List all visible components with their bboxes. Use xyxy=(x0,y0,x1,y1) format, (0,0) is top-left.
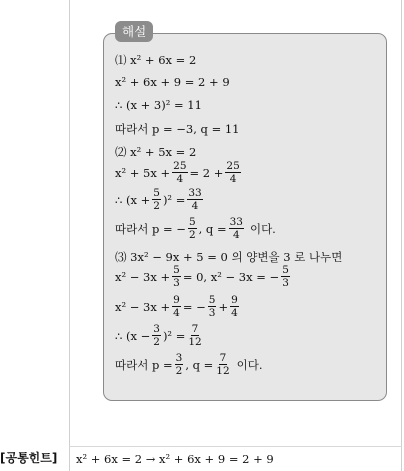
solution-line-13 xyxy=(115,352,263,377)
math-text: )² = xyxy=(162,328,186,343)
numerator: 33 xyxy=(229,216,243,228)
denominator: 2 xyxy=(153,200,160,212)
fraction xyxy=(229,216,244,241)
math-text: = 0, x² − 3x = − xyxy=(182,269,280,284)
solution-line-4 xyxy=(115,121,240,137)
math-text: = − xyxy=(182,299,206,314)
numerator: 25 xyxy=(226,160,240,172)
math-text: x² − 3x + xyxy=(115,269,171,284)
numerator: 7 xyxy=(219,352,227,364)
numerator: 3 xyxy=(153,323,160,335)
fraction xyxy=(281,264,290,289)
numerator: 5 xyxy=(188,216,196,228)
denominator: 3 xyxy=(282,277,289,289)
solution-line-10 xyxy=(115,264,292,289)
fraction xyxy=(225,160,240,185)
numerator: 5 xyxy=(208,294,216,306)
solution-line-3 xyxy=(115,98,202,112)
denominator: 4 xyxy=(231,307,238,319)
math-text: 따라서 p = −3, q = 11 xyxy=(115,122,240,136)
solution-line-2 xyxy=(115,75,230,89)
denominator: 4 xyxy=(229,173,237,185)
math-text: = 2 + xyxy=(189,165,224,180)
solution-line-11 xyxy=(115,294,241,319)
math-text: ⑴ x² + 6x = 2 xyxy=(115,53,197,67)
denominator: 2 xyxy=(188,229,196,241)
math-text: , q = xyxy=(198,221,227,236)
math-text: x² + 6x + 9 = 2 + 9 xyxy=(115,75,230,89)
fraction xyxy=(208,294,217,319)
math-text: ∴ (x − xyxy=(115,328,151,343)
page-border-right xyxy=(401,0,402,471)
denominator: 4 xyxy=(191,200,199,212)
numerator: 3 xyxy=(175,352,183,364)
fraction xyxy=(187,323,202,348)
solution-line-5 xyxy=(115,144,196,160)
denominator: 2 xyxy=(153,336,160,348)
fraction xyxy=(188,216,197,241)
math-text: ∴ (x + xyxy=(115,192,151,207)
hint-divider xyxy=(69,446,402,447)
denominator: 3 xyxy=(173,277,180,289)
numerator: 5 xyxy=(173,264,180,276)
numerator: 33 xyxy=(188,187,202,199)
denominator: 4 xyxy=(176,173,184,185)
solution-line-6 xyxy=(115,160,243,185)
fraction xyxy=(187,187,202,212)
math-text: , q = xyxy=(185,357,214,372)
denominator: 2 xyxy=(175,365,183,377)
math-text: ∴ (x + 3)² = 11 xyxy=(115,98,202,112)
hint-label: [공통힌트] xyxy=(0,451,58,465)
denominator: 4 xyxy=(232,229,240,241)
solution-line-7 xyxy=(115,187,205,212)
numerator: 25 xyxy=(173,160,187,172)
fraction xyxy=(175,352,184,377)
denominator: 3 xyxy=(208,307,216,319)
fraction xyxy=(172,294,181,319)
math-text: + xyxy=(218,299,229,314)
solution-line-12 xyxy=(115,323,205,348)
fraction xyxy=(230,294,239,319)
math-text: 따라서 p = − xyxy=(115,221,186,236)
denominator: 12 xyxy=(188,336,202,348)
fraction xyxy=(172,160,187,185)
numerator: 9 xyxy=(173,294,180,306)
numerator: 5 xyxy=(282,264,289,276)
solution-line-8 xyxy=(115,216,276,241)
denominator: 4 xyxy=(173,307,180,319)
solution-line-1 xyxy=(115,52,196,68)
solution-tag: 해설 xyxy=(115,21,153,42)
math-text: x² − 3x + xyxy=(115,299,171,314)
math-text: ⑶ 3x² − 9x + 5 = 0 의 양변을 3 로 나누면 xyxy=(115,250,343,264)
math-text: )² = xyxy=(162,192,186,207)
math-text: ⑵ x² + 5x = 2 xyxy=(115,145,197,159)
fraction xyxy=(172,264,181,289)
fraction xyxy=(215,352,230,377)
math-text: x² + 5x + xyxy=(115,165,171,180)
hint-text: x² + 6x = 2 → x² + 6x + 9 = 2 + 9 xyxy=(76,452,274,466)
fraction xyxy=(152,187,161,212)
denominator: 12 xyxy=(216,365,230,377)
fraction xyxy=(152,323,161,348)
numerator: 7 xyxy=(191,323,199,335)
solution-line-9 xyxy=(115,249,342,265)
numerator: 9 xyxy=(231,294,238,306)
numerator: 5 xyxy=(153,187,160,199)
page-border-left xyxy=(69,0,70,471)
math-text: 따라서 p = xyxy=(115,357,173,372)
math-text: 이다. xyxy=(249,221,276,236)
math-text: 이다. xyxy=(236,357,263,372)
